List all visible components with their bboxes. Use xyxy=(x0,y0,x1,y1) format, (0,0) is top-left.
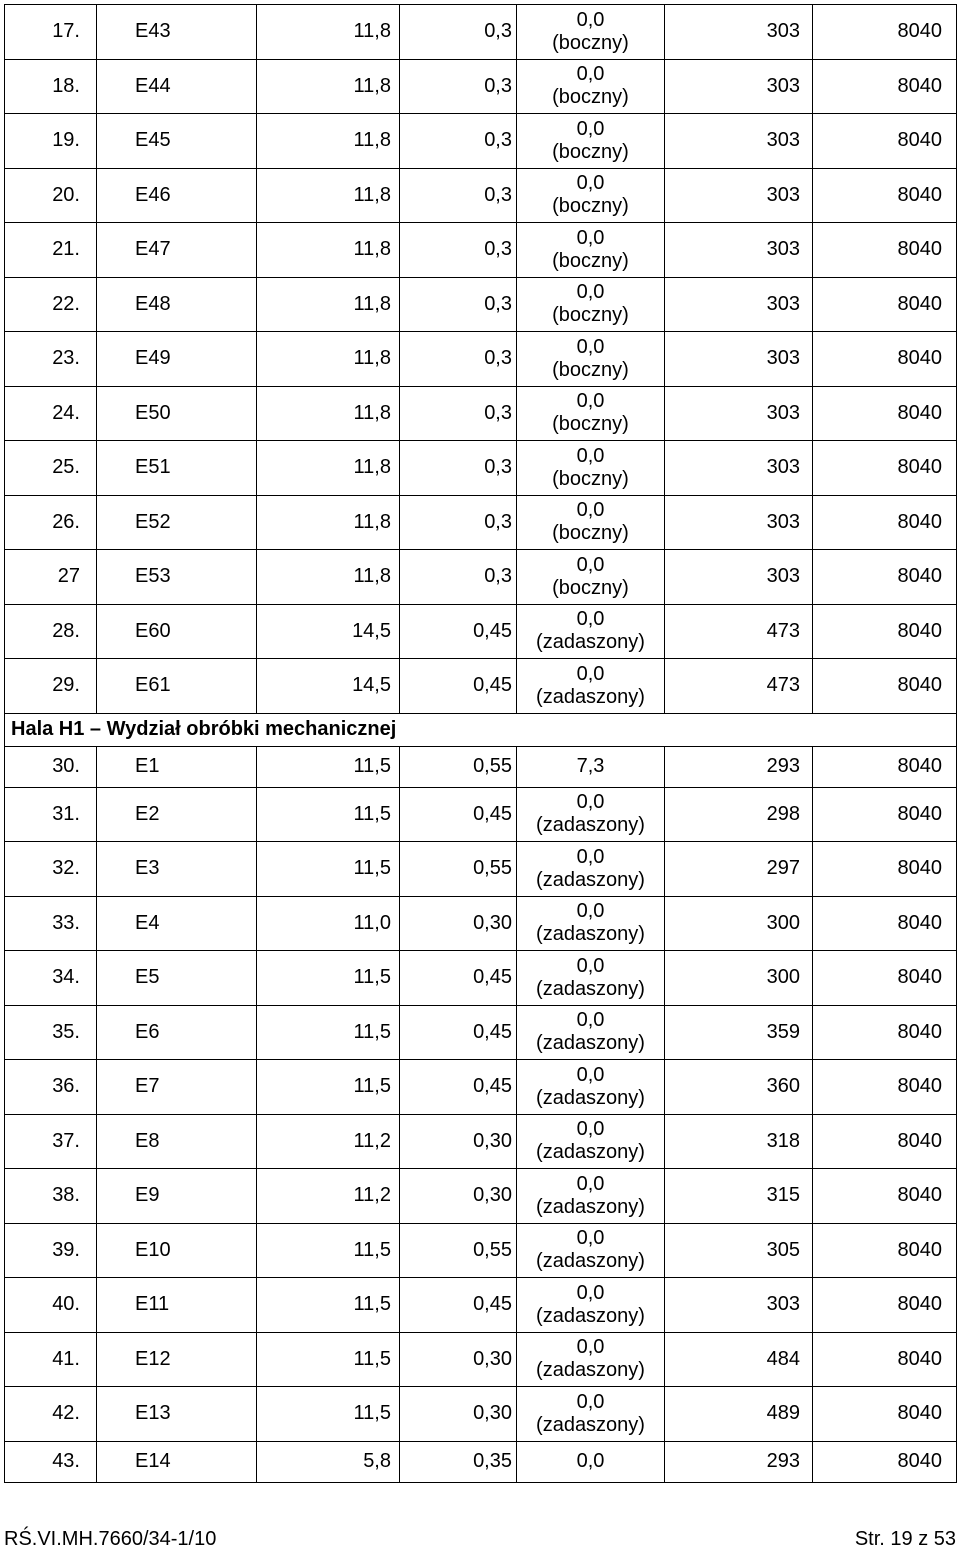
diameter-value: 0,45 xyxy=(400,1060,517,1115)
hours-value: 8040 xyxy=(813,223,957,278)
outlet-velocity xyxy=(517,59,665,114)
temperature-value: 293 xyxy=(665,746,813,787)
velocity-value: 0,0 xyxy=(576,444,605,467)
hours-value: 8040 xyxy=(813,659,957,714)
diameter-value: 0,3 xyxy=(400,277,517,332)
row-number: 25. xyxy=(5,441,97,496)
temperature-value: 297 xyxy=(665,842,813,897)
table-row xyxy=(5,1278,957,1333)
emitter-code: E60 xyxy=(97,604,257,659)
table-row xyxy=(5,168,957,223)
height-value: 11,8 xyxy=(257,550,400,605)
velocity-value: 0,0 xyxy=(576,1227,605,1250)
section-header-row xyxy=(5,713,957,746)
velocity-value: 0,0 xyxy=(576,954,605,977)
temperature-value: 303 xyxy=(665,5,813,60)
height-value: 11,8 xyxy=(257,114,400,169)
outlet-velocity xyxy=(517,951,665,1006)
row-number: 41. xyxy=(5,1332,97,1387)
temperature-value: 489 xyxy=(665,1387,813,1442)
row-number: 38. xyxy=(5,1169,97,1224)
diameter-value: 0,30 xyxy=(400,1387,517,1442)
diameter-value: 0,45 xyxy=(400,1278,517,1333)
table-row xyxy=(5,659,957,714)
height-value: 11,8 xyxy=(257,495,400,550)
height-value: 11,5 xyxy=(257,1223,400,1278)
hours-value: 8040 xyxy=(813,1441,957,1482)
velocity-value: 0,0 xyxy=(576,791,605,814)
emitter-code: E13 xyxy=(97,1387,257,1442)
row-number: 36. xyxy=(5,1060,97,1115)
outlet-velocity xyxy=(517,332,665,387)
row-number: 32. xyxy=(5,842,97,897)
emitter-code: E49 xyxy=(97,332,257,387)
velocity-value: 0,0 xyxy=(576,499,605,522)
row-number: 33. xyxy=(5,896,97,951)
row-number: 42. xyxy=(5,1387,97,1442)
temperature-value: 303 xyxy=(665,386,813,441)
emitter-code: E9 xyxy=(97,1169,257,1224)
row-number: 20. xyxy=(5,168,97,223)
hours-value: 8040 xyxy=(813,1005,957,1060)
temperature-value: 303 xyxy=(665,223,813,278)
temperature-value: 293 xyxy=(665,1441,813,1482)
temperature-value: 315 xyxy=(665,1169,813,1224)
velocity-value: 0,0 xyxy=(576,390,605,413)
table-row xyxy=(5,5,957,60)
document-id: RŚ.VI.MH.7660/34-1/10 xyxy=(4,1528,217,1550)
emitter-code: E51 xyxy=(97,441,257,496)
emitter-code: E48 xyxy=(97,277,257,332)
outlet-type: (boczny) xyxy=(552,413,629,436)
height-value: 11,8 xyxy=(257,441,400,496)
height-value: 14,5 xyxy=(257,604,400,659)
temperature-value: 318 xyxy=(665,1114,813,1169)
outlet-type: (zadaszony) xyxy=(536,1359,645,1382)
emitter-code: E47 xyxy=(97,223,257,278)
row-number: 24. xyxy=(5,386,97,441)
outlet-type: (zadaszony) xyxy=(536,631,645,654)
height-value: 11,5 xyxy=(257,746,400,787)
height-value: 5,8 xyxy=(257,1441,400,1482)
velocity-value: 0,0 xyxy=(576,845,605,868)
outlet-velocity xyxy=(517,114,665,169)
diameter-value: 0,55 xyxy=(400,842,517,897)
table-row xyxy=(5,223,957,278)
outlet-velocity xyxy=(517,1060,665,1115)
row-number: 29. xyxy=(5,659,97,714)
row-number: 27 xyxy=(5,550,97,605)
page-number: Str. 19 z 53 xyxy=(854,1528,956,1550)
diameter-value: 0,30 xyxy=(400,1114,517,1169)
height-value: 11,5 xyxy=(257,1060,400,1115)
outlet-type: (boczny) xyxy=(552,304,629,327)
outlet-type: (zadaszony) xyxy=(536,868,645,891)
outlet-velocity xyxy=(517,1005,665,1060)
hours-value: 8040 xyxy=(813,1169,957,1224)
outlet-type: (zadaszony) xyxy=(536,923,645,946)
outlet-velocity xyxy=(517,277,665,332)
emitter-code: E12 xyxy=(97,1332,257,1387)
temperature-value: 303 xyxy=(665,277,813,332)
outlet-velocity xyxy=(517,441,665,496)
emitter-code: E8 xyxy=(97,1114,257,1169)
outlet-velocity xyxy=(517,1223,665,1278)
row-number: 26. xyxy=(5,495,97,550)
outlet-velocity xyxy=(517,604,665,659)
diameter-value: 0,55 xyxy=(400,1223,517,1278)
table-row xyxy=(5,1223,957,1278)
velocity-value: 0,0 xyxy=(576,1336,605,1359)
outlet-type: (zadaszony) xyxy=(536,1032,645,1055)
diameter-value: 0,55 xyxy=(400,746,517,787)
table-row xyxy=(5,1114,957,1169)
velocity-value: 0,0 xyxy=(576,900,605,923)
hours-value: 8040 xyxy=(813,1060,957,1115)
emitter-code: E2 xyxy=(97,787,257,842)
height-value: 11,2 xyxy=(257,1169,400,1224)
diameter-value: 0,3 xyxy=(400,114,517,169)
row-number: 28. xyxy=(5,604,97,659)
outlet-type: (boczny) xyxy=(552,86,629,109)
row-number: 37. xyxy=(5,1114,97,1169)
emitter-code: E14 xyxy=(97,1441,257,1482)
height-value: 11,5 xyxy=(257,1278,400,1333)
hours-value: 8040 xyxy=(813,1278,957,1333)
outlet-velocity xyxy=(517,1114,665,1169)
emitter-code: E10 xyxy=(97,1223,257,1278)
row-number: 30. xyxy=(5,746,97,787)
temperature-value: 473 xyxy=(665,659,813,714)
hours-value: 8040 xyxy=(813,787,957,842)
diameter-value: 0,30 xyxy=(400,896,517,951)
outlet-velocity xyxy=(517,746,665,787)
diameter-value: 0,3 xyxy=(400,332,517,387)
hours-value: 8040 xyxy=(813,168,957,223)
table-row xyxy=(5,1169,957,1224)
velocity-value: 0,0 xyxy=(576,1063,605,1086)
table-row xyxy=(5,332,957,387)
diameter-value: 0,3 xyxy=(400,550,517,605)
outlet-type: (boczny) xyxy=(552,467,629,490)
temperature-value: 303 xyxy=(665,114,813,169)
temperature-value: 360 xyxy=(665,1060,813,1115)
velocity-value: 0,0 xyxy=(576,1118,605,1141)
velocity-value: 0,0 xyxy=(576,117,605,140)
table-row xyxy=(5,386,957,441)
row-number: 18. xyxy=(5,59,97,114)
section-title: Hala H1 – Wydział obróbki mechanicznej xyxy=(5,713,957,746)
velocity-value: 7,3 xyxy=(576,755,605,777)
emitter-code: E61 xyxy=(97,659,257,714)
table-row xyxy=(5,114,957,169)
temperature-value: 484 xyxy=(665,1332,813,1387)
table-row xyxy=(5,550,957,605)
outlet-type: (boczny) xyxy=(552,31,629,54)
diameter-value: 0,3 xyxy=(400,168,517,223)
emitter-code: E5 xyxy=(97,951,257,1006)
emitter-code: E7 xyxy=(97,1060,257,1115)
diameter-value: 0,3 xyxy=(400,59,517,114)
hours-value: 8040 xyxy=(813,495,957,550)
height-value: 11,8 xyxy=(257,168,400,223)
height-value: 14,5 xyxy=(257,659,400,714)
height-value: 11,8 xyxy=(257,223,400,278)
hours-value: 8040 xyxy=(813,604,957,659)
outlet-type: (zadaszony) xyxy=(536,1195,645,1218)
table-row xyxy=(5,277,957,332)
temperature-value: 303 xyxy=(665,332,813,387)
diameter-value: 0,3 xyxy=(400,5,517,60)
outlet-velocity xyxy=(517,168,665,223)
hours-value: 8040 xyxy=(813,550,957,605)
temperature-value: 300 xyxy=(665,896,813,951)
outlet-type: (zadaszony) xyxy=(536,685,645,708)
hours-value: 8040 xyxy=(813,59,957,114)
row-number: 21. xyxy=(5,223,97,278)
velocity-value: 0,0 xyxy=(576,662,605,685)
hours-value: 8040 xyxy=(813,386,957,441)
hours-value: 8040 xyxy=(813,1114,957,1169)
outlet-type: (zadaszony) xyxy=(536,1413,645,1436)
outlet-velocity xyxy=(517,1441,665,1482)
row-number: 17. xyxy=(5,5,97,60)
diameter-value: 0,3 xyxy=(400,223,517,278)
diameter-value: 0,3 xyxy=(400,495,517,550)
diameter-value: 0,45 xyxy=(400,787,517,842)
outlet-velocity xyxy=(517,896,665,951)
velocity-value: 0,0 xyxy=(576,8,605,31)
diameter-value: 0,3 xyxy=(400,441,517,496)
outlet-type: (boczny) xyxy=(552,249,629,272)
hours-value: 8040 xyxy=(813,896,957,951)
height-value: 11,5 xyxy=(257,1387,400,1442)
table-row xyxy=(5,1005,957,1060)
table-row xyxy=(5,604,957,659)
temperature-value: 303 xyxy=(665,1278,813,1333)
hours-value: 8040 xyxy=(813,746,957,787)
temperature-value: 303 xyxy=(665,495,813,550)
emitter-code: E43 xyxy=(97,5,257,60)
velocity-value: 0,0 xyxy=(576,281,605,304)
diameter-value: 0,45 xyxy=(400,951,517,1006)
velocity-value: 0,0 xyxy=(576,1172,605,1195)
outlet-type: (zadaszony) xyxy=(536,1250,645,1273)
height-value: 11,5 xyxy=(257,1332,400,1387)
temperature-value: 298 xyxy=(665,787,813,842)
diameter-value: 0,3 xyxy=(400,386,517,441)
hours-value: 8040 xyxy=(813,842,957,897)
outlet-type: (zadaszony) xyxy=(536,1141,645,1164)
table-row xyxy=(5,1332,957,1387)
outlet-type: (boczny) xyxy=(552,522,629,545)
height-value: 11,5 xyxy=(257,1005,400,1060)
diameter-value: 0,30 xyxy=(400,1169,517,1224)
table-row xyxy=(5,59,957,114)
height-value: 11,8 xyxy=(257,59,400,114)
emission-table xyxy=(4,4,957,1483)
emitter-code: E6 xyxy=(97,1005,257,1060)
height-value: 11,5 xyxy=(257,842,400,897)
row-number: 34. xyxy=(5,951,97,1006)
velocity-value: 0,0 xyxy=(576,1450,605,1472)
outlet-velocity xyxy=(517,5,665,60)
emitter-code: E11 xyxy=(97,1278,257,1333)
height-value: 11,2 xyxy=(257,1114,400,1169)
outlet-type: (zadaszony) xyxy=(536,977,645,1000)
hours-value: 8040 xyxy=(813,1223,957,1278)
row-number: 40. xyxy=(5,1278,97,1333)
emitter-code: E1 xyxy=(97,746,257,787)
table-row xyxy=(5,1441,957,1482)
outlet-velocity xyxy=(517,659,665,714)
row-number: 39. xyxy=(5,1223,97,1278)
table-row xyxy=(5,746,957,787)
height-value: 11,8 xyxy=(257,277,400,332)
outlet-velocity xyxy=(517,223,665,278)
emitter-code: E4 xyxy=(97,896,257,951)
outlet-velocity xyxy=(517,1278,665,1333)
temperature-value: 359 xyxy=(665,1005,813,1060)
height-value: 11,5 xyxy=(257,787,400,842)
outlet-type: (zadaszony) xyxy=(536,1086,645,1109)
height-value: 11,8 xyxy=(257,5,400,60)
emitter-code: E52 xyxy=(97,495,257,550)
table-row xyxy=(5,441,957,496)
hours-value: 8040 xyxy=(813,114,957,169)
velocity-value: 0,0 xyxy=(576,172,605,195)
hours-value: 8040 xyxy=(813,5,957,60)
temperature-value: 473 xyxy=(665,604,813,659)
row-number: 35. xyxy=(5,1005,97,1060)
row-number: 23. xyxy=(5,332,97,387)
outlet-velocity xyxy=(517,787,665,842)
outlet-type: (boczny) xyxy=(552,195,629,218)
outlet-velocity xyxy=(517,1387,665,1442)
velocity-value: 0,0 xyxy=(576,335,605,358)
height-value: 11,5 xyxy=(257,951,400,1006)
hours-value: 8040 xyxy=(813,1332,957,1387)
velocity-value: 0,0 xyxy=(576,226,605,249)
table-row xyxy=(5,951,957,1006)
hours-value: 8040 xyxy=(813,441,957,496)
velocity-value: 0,0 xyxy=(576,1009,605,1032)
outlet-type: (boczny) xyxy=(552,576,629,599)
table-body xyxy=(5,5,957,1483)
diameter-value: 0,45 xyxy=(400,604,517,659)
diameter-value: 0,45 xyxy=(400,1005,517,1060)
outlet-type: (boczny) xyxy=(552,358,629,381)
outlet-velocity xyxy=(517,386,665,441)
hours-value: 8040 xyxy=(813,1387,957,1442)
outlet-type: (zadaszony) xyxy=(536,814,645,837)
diameter-value: 0,35 xyxy=(400,1441,517,1482)
table-row xyxy=(5,1387,957,1442)
velocity-value: 0,0 xyxy=(576,553,605,576)
table-row xyxy=(5,1060,957,1115)
outlet-velocity xyxy=(517,1169,665,1224)
temperature-value: 303 xyxy=(665,441,813,496)
temperature-value: 303 xyxy=(665,550,813,605)
diameter-value: 0,30 xyxy=(400,1332,517,1387)
emitter-code: E53 xyxy=(97,550,257,605)
height-value: 11,0 xyxy=(257,896,400,951)
row-number: 19. xyxy=(5,114,97,169)
temperature-value: 303 xyxy=(665,168,813,223)
velocity-value: 0,0 xyxy=(576,1390,605,1413)
emitter-code: E3 xyxy=(97,842,257,897)
outlet-velocity xyxy=(517,550,665,605)
row-number: 31. xyxy=(5,787,97,842)
table-row xyxy=(5,495,957,550)
hours-value: 8040 xyxy=(813,951,957,1006)
row-number: 43. xyxy=(5,1441,97,1482)
velocity-value: 0,0 xyxy=(576,63,605,86)
table-row xyxy=(5,787,957,842)
table-row xyxy=(5,842,957,897)
outlet-type: (boczny) xyxy=(552,140,629,163)
row-number: 22. xyxy=(5,277,97,332)
outlet-velocity xyxy=(517,495,665,550)
height-value: 11,8 xyxy=(257,386,400,441)
temperature-value: 305 xyxy=(665,1223,813,1278)
outlet-velocity xyxy=(517,1332,665,1387)
outlet-velocity xyxy=(517,842,665,897)
table-row xyxy=(5,896,957,951)
hours-value: 8040 xyxy=(813,332,957,387)
hours-value: 8040 xyxy=(813,277,957,332)
height-value: 11,8 xyxy=(257,332,400,387)
temperature-value: 303 xyxy=(665,59,813,114)
temperature-value: 300 xyxy=(665,951,813,1006)
velocity-value: 0,0 xyxy=(576,1281,605,1304)
velocity-value: 0,0 xyxy=(576,608,605,631)
emitter-code: E44 xyxy=(97,59,257,114)
outlet-type: (zadaszony) xyxy=(536,1304,645,1327)
diameter-value: 0,45 xyxy=(400,659,517,714)
emitter-code: E46 xyxy=(97,168,257,223)
emitter-code: E50 xyxy=(97,386,257,441)
emitter-code: E45 xyxy=(97,114,257,169)
